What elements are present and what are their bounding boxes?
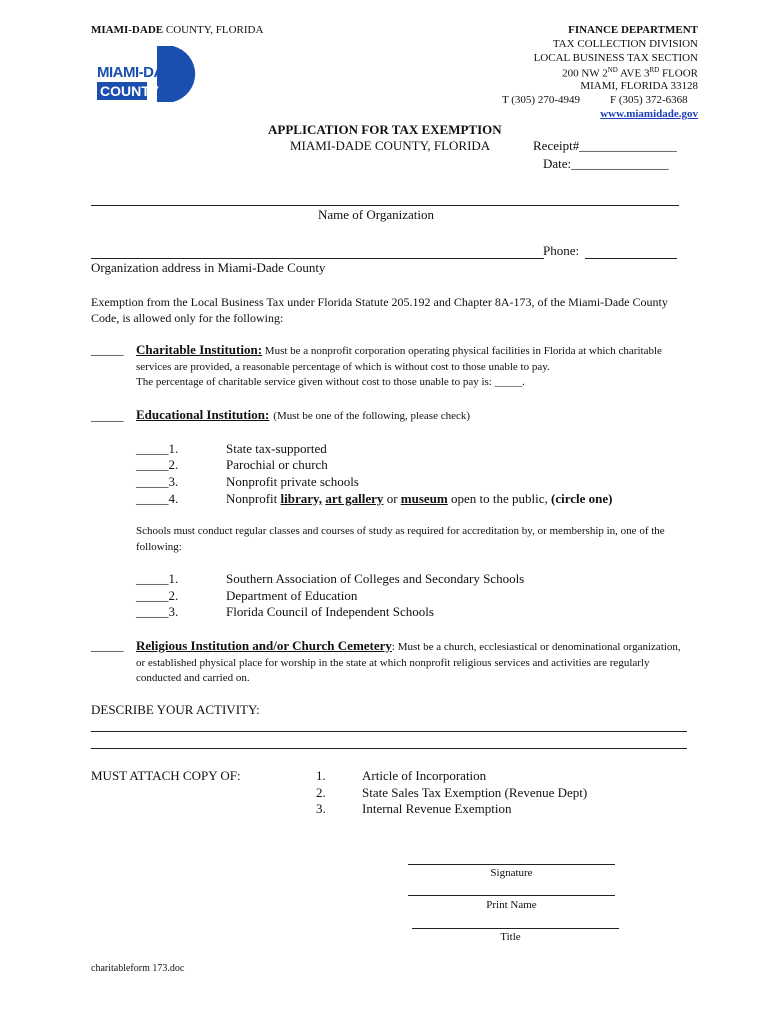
form-title: APPLICATION FOR TAX EXEMPTION: [268, 122, 502, 137]
edu-item-label: Nonprofit private schools: [226, 474, 359, 489]
receipt-field[interactable]: Receipt#_______________: [533, 138, 677, 153]
county-heading-rest: COUNTY, FLORIDA: [163, 24, 264, 36]
org-address-label: Organization address in Miami-Dade County: [91, 260, 326, 275]
educational-note: (Must be one of the following, please check): [273, 410, 471, 422]
phone-label: Phone:: [543, 243, 580, 258]
educational-heading: [136, 406, 470, 424]
charitable-section: [136, 342, 681, 391]
accred-item-num[interactable]: _____1.: [136, 571, 179, 586]
charitable-title: Charitable Institution:: [136, 342, 263, 357]
accred-item-label: Department of Education: [226, 588, 358, 603]
attach-item-num: 2.: [316, 785, 326, 800]
religious-section: [136, 638, 686, 687]
org-name-line[interactable]: [91, 205, 679, 206]
edu-item-num[interactable]: _____4.: [136, 491, 179, 506]
charitable-percentage-field[interactable]: _____: [494, 376, 523, 388]
tax-collection-division: TAX COLLECTION DIVISION: [552, 38, 698, 50]
county-heading-bold: MIAMI-DADE: [91, 24, 164, 36]
address-part3: FLOOR: [659, 67, 698, 80]
edu-item-label: Parochial or church: [226, 457, 328, 472]
attach-item-num: 1.: [316, 768, 326, 783]
finance-department: FINANCE DEPARTMENT: [568, 24, 698, 36]
activity-line-2[interactable]: [91, 748, 687, 749]
attach-item-label: State Sales Tax Exemption (Revenue Dept): [362, 785, 588, 800]
phone-number: T (305) 270-4949: [502, 94, 581, 106]
activity-label: DESCRIBE YOUR ACTIVITY:: [91, 702, 260, 717]
fax-number: F (305) 372-6368: [610, 94, 688, 106]
org-address-line[interactable]: [91, 258, 544, 259]
schools-note: Schools must conduct regular classes and courses of study as required for accreditation by, or membership in, one of the following:: [136, 525, 665, 553]
footer-filename: charitableform 173.doc: [91, 963, 185, 974]
address-sup2: RD: [649, 66, 660, 74]
religious-title: Religious Institution and/or Church Cemetery: [136, 638, 392, 653]
edu-item-num[interactable]: _____3.: [136, 474, 179, 489]
signature-line[interactable]: [408, 864, 615, 865]
educational-title: Educational Institution:: [136, 407, 270, 422]
attach-item-label: Article of Incorporation: [362, 768, 487, 783]
intro-paragraph: Exemption from the Local Business Tax under Florida Statute 205.192 and Chapter 8A-173, of the Miami-Dade County Code, is allowed only for the following:: [91, 295, 668, 325]
logo-text-miami-dade: MIAMI-DADE: [97, 64, 184, 81]
attach-label: MUST ATTACH COPY OF:: [91, 768, 241, 783]
attach-item-num: 3.: [316, 801, 326, 816]
form-subtitle: MIAMI-DADE COUNTY, FLORIDA: [290, 138, 491, 153]
art-gallery-option[interactable]: art gallery: [325, 491, 384, 506]
library-option[interactable]: library,: [280, 491, 323, 506]
org-name-label: Name of Organization: [318, 207, 434, 222]
item4-pre: Nonprofit: [226, 491, 281, 506]
date-field[interactable]: Date:_______________: [543, 156, 669, 171]
print-name-label: Print Name: [486, 899, 537, 911]
address-sup1: ND: [607, 66, 618, 74]
item4-post: open to the public,: [447, 491, 551, 506]
activity-line-1[interactable]: [91, 731, 687, 732]
logo-text-county: COUNTY: [100, 83, 160, 99]
religious-checkbox[interactable]: _____: [91, 638, 124, 653]
miami-dade-logo: [95, 44, 210, 104]
street-address: [562, 66, 698, 80]
accred-item-num[interactable]: _____2.: [136, 588, 179, 603]
website-link-wrap: [600, 108, 698, 120]
accred-item-num[interactable]: _____3.: [136, 604, 179, 619]
religious-text: : Must be a church, ecclesiastical or denominational organization, or established physical place for worship in the state at which nonprofit religious services and activities are regularly conducted and carried on.: [136, 641, 681, 684]
county-heading: [91, 24, 263, 36]
educational-checkbox[interactable]: _____: [91, 408, 124, 423]
accred-item-label: Southern Association of Colleges and Secondary Schools: [226, 571, 525, 586]
address-part2: AVE 3: [617, 67, 650, 80]
item4-or: or: [383, 491, 401, 506]
attach-item-label: Internal Revenue Exemption: [362, 801, 512, 816]
edu-item-label: State tax-supported: [226, 441, 327, 456]
charitable-percentage-text: The percentage of charitable service given without cost to those unable to pay is:: [136, 376, 495, 388]
address-part1: 200 NW 2: [562, 67, 608, 80]
signature-label: Signature: [490, 867, 533, 879]
museum-option[interactable]: museum: [400, 491, 448, 506]
website-link[interactable]: www.miamidade.gov: [600, 108, 698, 120]
print-name-line[interactable]: [408, 895, 615, 896]
charitable-period: .: [522, 376, 525, 388]
phone-line[interactable]: [585, 258, 677, 259]
title-line[interactable]: [412, 928, 619, 929]
accred-item-label: Florida Council of Independent Schools: [226, 604, 434, 619]
local-business-tax-section: LOCAL BUSINESS TAX SECTION: [533, 52, 698, 64]
title-label: Title: [500, 931, 521, 943]
circle-one-note: (circle one): [551, 491, 613, 506]
charitable-text: Must be a nonprofit corporation operating physical facilities in Florida at which charitable services are provided, a reasonable percentage of which is without cost to those unable to pay.: [136, 345, 662, 373]
city-state-zip: MIAMI, FLORIDA 33128: [580, 80, 698, 92]
charitable-checkbox[interactable]: _____: [91, 342, 124, 357]
edu-item4-label: [226, 491, 612, 507]
edu-item-num[interactable]: _____1.: [136, 441, 179, 456]
edu-item-num[interactable]: _____2.: [136, 457, 179, 472]
